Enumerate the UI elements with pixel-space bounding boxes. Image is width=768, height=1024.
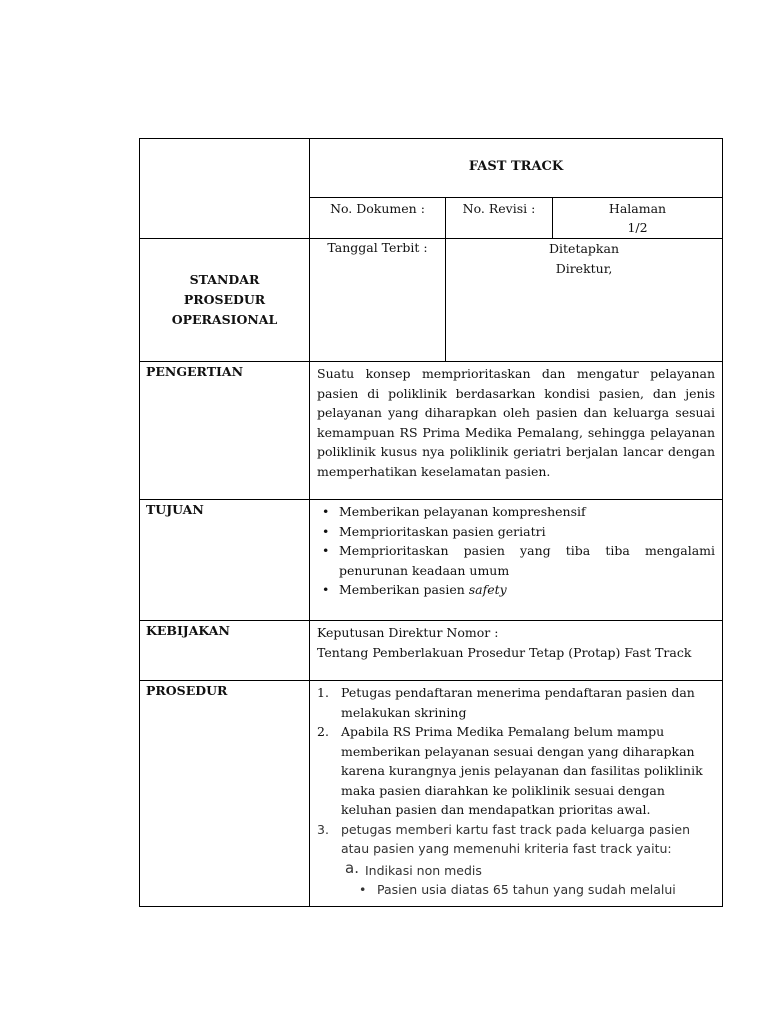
list-item — [317, 820, 715, 881]
tujuan-item-4-italic: safety — [468, 582, 507, 597]
list-item — [317, 722, 715, 820]
sub-item-a — [341, 858, 715, 881]
pengertian-label: PENGERTIAN — [140, 362, 310, 500]
tujuan-label: TUJUAN — [140, 500, 310, 621]
sub-item-label: Indikasi non medis — [365, 862, 482, 878]
ditetapkan-label: Ditetapkan — [549, 241, 619, 256]
kebijakan-line-2: Tentang Pemberlakuan Prosedur Tetap (Protap) Fast Track — [317, 644, 692, 660]
prosedur-num-2: 2. — [317, 724, 329, 739]
list-item: • Memprioritaskan pasien geriatri — [339, 522, 715, 542]
kebijakan-line-1: Keputusan Direktur Nomor : — [317, 625, 499, 640]
halaman-label: Halaman — [608, 201, 667, 216]
prosedur-text-1: Petugas pendaftaran menerima pendaftaran pasien dan melakukan skrining — [341, 685, 695, 720]
sub-item-mark: a. — [345, 858, 359, 877]
prosedur-text-2: Apabila RS Prima Medika Pemalang belum mampu memberikan pelayanan sesuai dengan yang diharapkan karena kurangnya jenis pelayanan dan fasilitas poliklinik maka pasien diarahkan ke poliklinik sesuai dengan keluhan pasien dan mendapatkan prioritas awal. — [341, 724, 703, 817]
tanggal-terbit-label: Tanggal Terbit : — [327, 240, 428, 255]
list-item: • Memprioritaskan pasien yang tiba tiba mengalami penurunan keadaan umum — [339, 541, 715, 580]
no-dokumen-cell: No. Dokumen : — [310, 198, 446, 239]
document-title: FAST TRACK — [310, 139, 723, 198]
halaman-value: 1/2 — [627, 220, 648, 235]
sop-table — [139, 138, 723, 907]
pengertian-text: Suatu konsep memprioritaskan dan mengatur pelayanan pasien di poliklinik berdasarkan kondisi pasien, dan jenis pelayanan yang diharapkan oleh pasien dan keluarga sesuai kemampuan RS Prima Medika Pemalang, sehingga pelayanan poliklinik kusus nya poliklinik geriatri berjalan lancar dengan memperhatikan keselamatan pasien. — [310, 362, 723, 500]
ditetapkan-cell — [446, 239, 723, 362]
prosedur-text-3: petugas memberi kartu fast track pada keluarga pasien atau pasien yang memenuhi kriteria fast track yaitu: — [341, 821, 691, 856]
prosedur-label: PROSEDUR — [140, 681, 310, 907]
list-item — [317, 683, 715, 722]
sop-line-3: OPERASIONAL — [171, 312, 278, 327]
logo-cell — [140, 139, 310, 239]
no-revisi-cell: No. Revisi : — [446, 198, 553, 239]
tujuan-content — [310, 500, 723, 621]
tujuan-list — [317, 502, 715, 600]
direktur-label: Direktur, — [555, 261, 613, 276]
list-item — [339, 580, 715, 600]
prosedur-list — [317, 683, 715, 880]
sub-bullet-item: • Pasien usia diatas 65 tahun yang sudah melalui — [317, 880, 715, 900]
kebijakan-content — [310, 621, 723, 681]
kebijakan-label: KEBIJAKAN — [140, 621, 310, 681]
sop-name-cell — [140, 239, 310, 362]
tujuan-item-4-text: Memberikan pasien — [339, 582, 469, 597]
tanggal-terbit-cell — [310, 239, 446, 362]
list-item: • Memberikan pelayanan kompreshensif — [339, 502, 715, 522]
prosedur-num-3: 3. — [317, 821, 329, 837]
halaman-cell — [553, 198, 723, 239]
sop-line-2: PROSEDUR — [183, 292, 266, 307]
prosedur-num-1: 1. — [317, 685, 329, 700]
prosedur-content — [310, 681, 723, 907]
sop-line-1: STANDAR — [189, 272, 260, 287]
